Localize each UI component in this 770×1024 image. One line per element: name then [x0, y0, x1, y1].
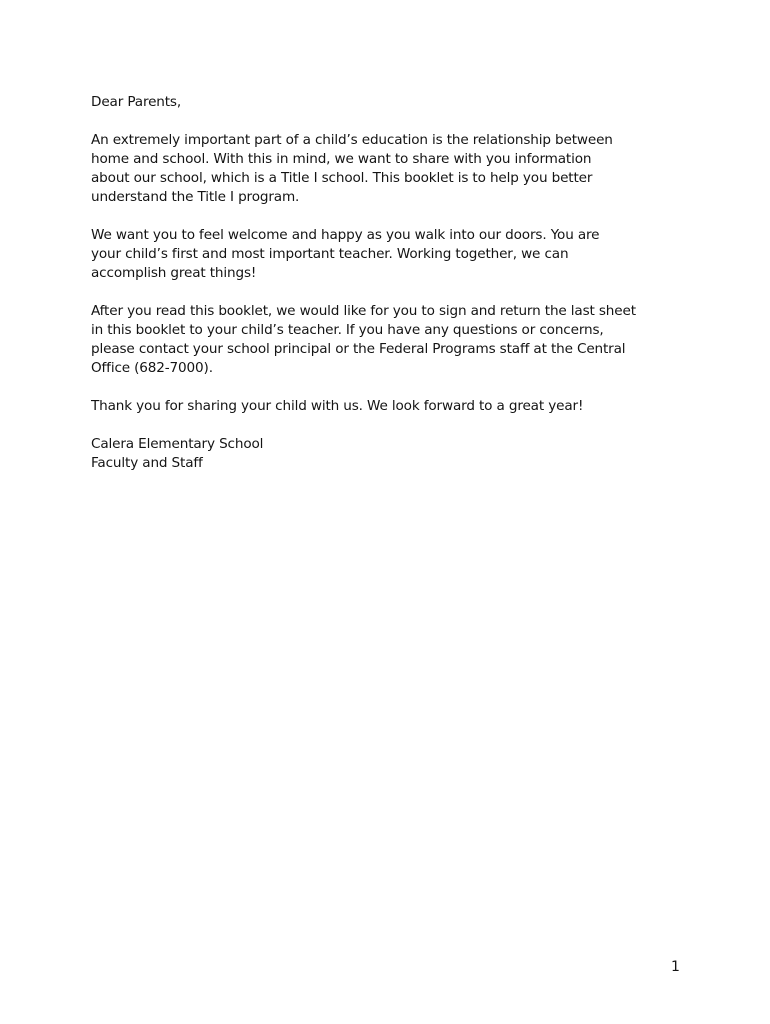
text-line: understand the Title I program. — [91, 189, 300, 205]
page-number: 1 — [671, 959, 680, 975]
text-line: about our school, which is a Title I school. This booklet is to help you better — [91, 170, 593, 186]
text-line: accomplish great things! — [91, 265, 257, 281]
paragraph-thanks — [91, 397, 691, 416]
signature-school: Calera Elementary School — [91, 436, 264, 452]
text-line: Thank you for sharing your child with us. We look forward to a great year! — [91, 398, 584, 414]
text-line: your child’s first and most important teacher. Working together, we can — [91, 246, 569, 262]
salutation — [91, 93, 691, 112]
text-line: please contact your school principal or the Federal Programs staff at the Central — [91, 341, 626, 357]
signature-block — [91, 435, 691, 473]
paragraph-welcome — [91, 226, 691, 283]
paragraph-intro — [91, 131, 691, 207]
salutation-line: Dear Parents, — [91, 94, 182, 110]
signature-faculty: Faculty and Staff — [91, 455, 203, 471]
text-line: An extremely important part of a child’s education is the relationship between — [91, 132, 613, 148]
text-line: in this booklet to your child’s teacher. If you have any questions or concerns, — [91, 322, 604, 338]
letter-body — [91, 93, 691, 492]
paragraph-instructions — [91, 302, 691, 378]
text-line: home and school. With this in mind, we want to share with you information — [91, 151, 592, 167]
text-line: We want you to feel welcome and happy as you walk into our doors. You are — [91, 227, 600, 243]
text-line: After you read this booklet, we would like for you to sign and return the last sheet — [91, 303, 636, 319]
text-line: Office (682-7000). — [91, 360, 213, 376]
